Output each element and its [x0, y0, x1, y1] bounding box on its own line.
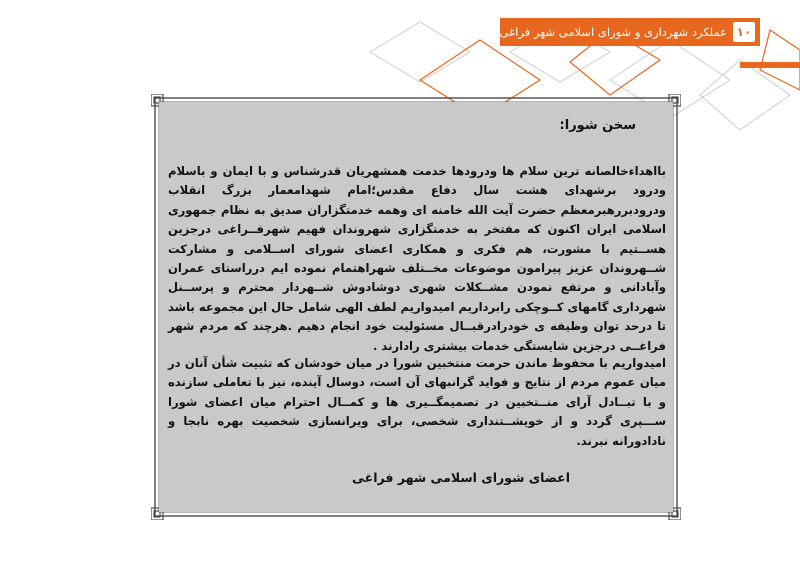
letter-content	[168, 118, 666, 498]
page-number-badge: ۱۰	[733, 22, 755, 42]
header-title: عملکرد شهرداری و شورای اسلامی شهر فراغی	[499, 25, 727, 39]
letter-paragraph-1: بااهداءخالصانه ترین سلام ها ودرودها خدمت همشهریان قدرشناس و با ایمان و باسلام ودرود برشهدای هشت سال دفاع مقدس؛امام شهدامعمار بزرگ انقلاب ودرودبررهبرمعظم حضرت آیت الله خامنه ای وهمه خدمتگزاران صدیق به نظام جمهوری اسلامی ایران اکنون که مفتخر به خدمتگزاری شهروندان فهیم شهرفــراغی درجزین هســتیم با مشورت، هم فکری و همکاری اعضای شورای اســلامی و مشارکت شــهروندان عزیز پیرامون موضوعات مخــتلف شهراهتمام نموده ایم درراستای عمران وآبادانی و مرتفع نمودن مشــکلات شهری دوشادوش شــهردار محترم و پرســنل شهرداری گامهای کــوچکی رابرداریم امیدواریم لطف الهی شامل حال این مجموعه باشد تا درحد توان وظیفه ی خودرادرقبــال مسئولیت خود انجام دهیم .هرچند که مردم شهر فراغــی درجزین شایستگی خدمات بیشتری رادارند .	[167, 164, 666, 353]
letter-paragraph-2: امیدواریم با محفوظ ماندن حرمت منتخبین شورا در میان خودشان که تثبیت شأن آنان در میان عموم مردم از نتایج و فواید گرانبهای آن است، دوسال آینده، نیز با تعاملی سازنده و با تبــادل آرای منــتخبین در تصمیمگــیری ها و کمــال احترام میان اعضای شورا ســـپری گردد و از خویشــتنداری شخصی، برای ویرانسازی شخصیت بهره نابجا و نادادورانه نبرند.	[168, 356, 666, 448]
letter-signature: اعضای شورای اسلامی شهر فراغی	[352, 470, 570, 485]
letter-heading: سخن شورا:	[559, 118, 636, 133]
